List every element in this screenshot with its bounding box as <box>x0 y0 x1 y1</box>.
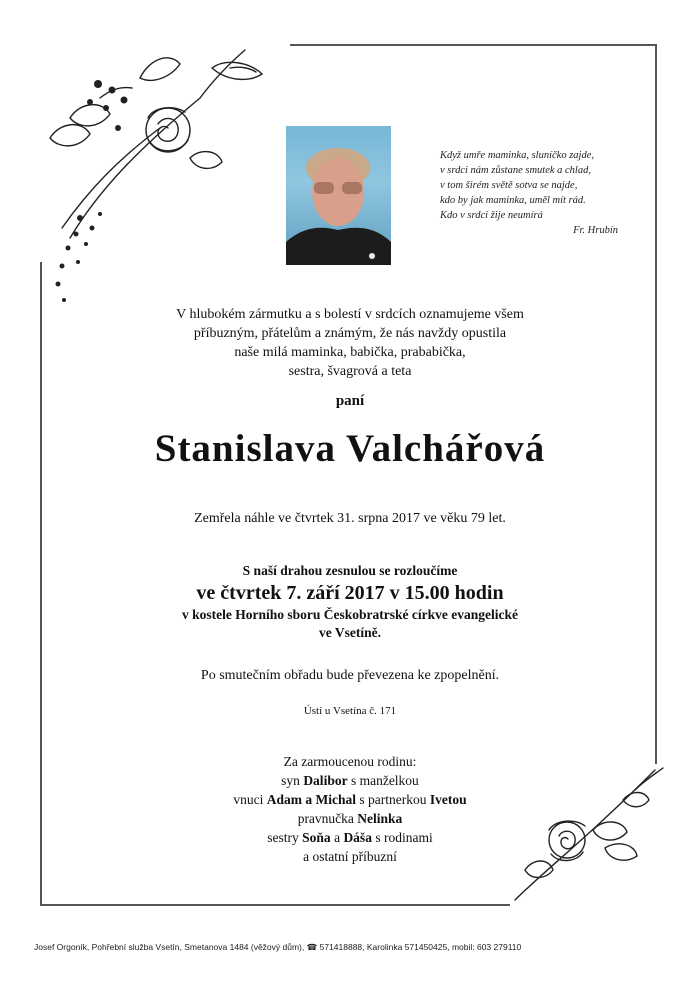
relative-name: Soňa <box>302 830 331 845</box>
relative-name: Ivetou <box>429 792 467 807</box>
phone-icon: ☎ <box>306 942 318 952</box>
poem-line: v tom širém světě sotva se najde, <box>440 180 578 191</box>
deceased-name: Stanislava Valchářová <box>154 427 546 470</box>
relation-label: s manželkou <box>350 773 419 788</box>
intro-line: V hlubokém zármutku a s bolestí v srdcích oznamujeme všem <box>176 307 524 322</box>
footer-text: Josef Orgoník, Pohřební služba Vsetín, Smetanova 1484 (věžový dům), <box>34 942 305 952</box>
poem-line: Kdo v srdci žije neumírá <box>440 210 543 221</box>
ceremony-intro: S naší drahou zesnulou se rozloučíme <box>242 563 458 578</box>
footer-funeral-service <box>34 942 674 953</box>
poem-author: Fr. Hrubín <box>573 225 618 236</box>
relative-name: Adam a Michal <box>266 792 356 807</box>
intro-line: naše milá maminka, babička, prababička, <box>234 345 466 360</box>
ceremony-place-city: ve Vsetíně. <box>319 625 381 640</box>
rose-branch-icon <box>40 38 280 308</box>
footer-phone-numbers: 571418888, Karolinka 571450425, mobil: 603 279110 <box>319 942 522 952</box>
family-address: Ústí u Vsetína č. 171 <box>303 705 397 717</box>
poem-line: kdo by jak maminka, uměl mít rád. <box>440 195 586 206</box>
ceremony-info <box>0 562 700 642</box>
relative-name: Dáša <box>343 830 372 845</box>
relative-name: Dalibor <box>303 773 348 788</box>
family-others: a ostatní příbuzní <box>303 849 397 864</box>
poem <box>440 148 640 238</box>
poem-line: Když umře maminka, sluníčko zajde, <box>440 150 594 161</box>
relation-label: sestry <box>267 830 299 845</box>
death-notice: Zemřela náhle ve čtvrtek 31. srpna 2017 ve věku 79 let. <box>194 511 506 526</box>
relation-label: a <box>334 830 341 845</box>
frame-top-line <box>290 44 656 46</box>
poem-line: v srdci nám zůstane smutek a chlad, <box>440 165 591 176</box>
cremation-note: Po smutečním obřadu bude převezena ke zpopelnění. <box>200 668 500 683</box>
announcement-intro <box>0 305 700 381</box>
relation-label: pravnučka <box>297 811 354 826</box>
relative-name: Nelinka <box>357 811 403 826</box>
frame-bottom-line <box>40 904 510 906</box>
ceremony-place: v kostele Horního sboru Českobratrské církve evangelické <box>182 607 518 622</box>
portrait-photo <box>286 126 391 265</box>
relation-label: s rodinami <box>375 830 433 845</box>
family-heading: Za zarmoucenou rodinu: <box>283 754 417 769</box>
intro-line: sestra, švagrová a teta <box>288 364 412 379</box>
relation-label: s partnerkou <box>359 792 427 807</box>
relation-label: vnuci <box>233 792 264 807</box>
relation-label: syn <box>281 773 300 788</box>
intro-line: příbuzným, přátelům a známým, že nás navždy opustila <box>193 326 507 341</box>
rose-icon <box>505 760 665 910</box>
title-word: paní <box>335 393 365 409</box>
ceremony-date-time: ve čtvrtek 7. září 2017 v 15.00 hodin <box>196 582 504 604</box>
